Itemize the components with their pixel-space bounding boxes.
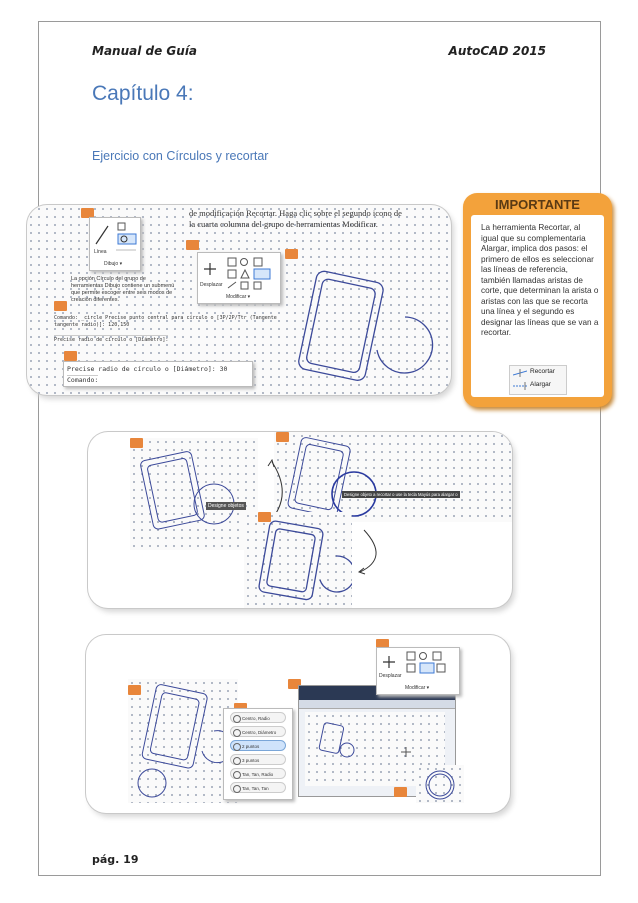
circle-menu-item[interactable]	[230, 768, 286, 779]
drawing-step-13	[416, 765, 464, 803]
panel2-viewport-right	[274, 432, 512, 522]
command-big-2: Comando:	[67, 376, 99, 384]
circle-mode-icon	[233, 771, 241, 779]
extend-icon	[513, 382, 527, 390]
step-badge-6	[130, 438, 143, 448]
circle-menu-item[interactable]	[230, 726, 286, 737]
autocad-ribbon-tools	[299, 700, 455, 709]
command-big-1: Precise radio de círculo o [Diámetro]: 30	[67, 365, 228, 373]
circle-mode-icon	[233, 715, 241, 723]
circle-mode-icon	[233, 729, 241, 737]
panel3-modificar-toolbar	[376, 647, 460, 695]
trim-icon	[513, 369, 527, 377]
circle-menu-item[interactable]	[230, 754, 286, 765]
panel3-modificar-label: Modificar ▾	[405, 685, 430, 691]
circle-menu-label: Centro, Diámetro	[242, 730, 277, 735]
tooltip-designe-recortar: Designe objeto a recortar o use la tecla Mayús para alargar o	[344, 492, 458, 497]
panel3-desplazar-label: Desplazar	[379, 673, 402, 679]
drawing-step-8	[244, 512, 352, 608]
circle-mode-icon	[233, 757, 241, 765]
step-badge-9	[128, 685, 141, 695]
tooltip-designe-objetos: Designe objetos	[208, 503, 244, 509]
circle-submenu	[223, 708, 293, 800]
important-content	[471, 215, 604, 397]
step-badge-13	[394, 787, 407, 797]
recortar-label: Recortar	[530, 368, 555, 375]
circle-menu-item[interactable]	[230, 712, 286, 723]
command-line-1: Comando: _circle Precise punto central para círculo o [3P/2P/Ttr (Tangente	[54, 315, 277, 321]
step-badge-8	[258, 512, 271, 522]
screenshot-panel-3	[86, 635, 510, 813]
panel1-top-text-2: la cuarta columna del grupo de herramientas Modificar.	[189, 219, 378, 229]
header-right: AutoCAD 2015	[448, 44, 546, 58]
chapter-title: Capítulo 4:	[92, 82, 194, 105]
dibujo-label: Dibujo ▾	[104, 261, 123, 267]
drawing-step-9	[128, 679, 238, 803]
screenshot-panel-2	[88, 432, 512, 608]
panel3-viewport-right	[416, 765, 464, 803]
modificar-toolbar-snip	[197, 252, 281, 304]
recortar-alargar-buttons	[509, 365, 567, 395]
important-text: La herramienta Recortar, al igual que su complementaria Alargar, implica dos pasos: el primero de ellos es seleccionar las líneas de referencia, también llamadas aristas de corte, que determinan la arista o aristas con las que se recorta una línea y el segundo es designar las líneas que se van a recortar.	[481, 223, 599, 337]
circle-menu-item[interactable]	[230, 740, 286, 751]
panel1-note-3: que permite escoger entre seis modos de	[71, 290, 173, 296]
linea-label: Línea	[94, 249, 107, 255]
header-left: Manual de Guía	[92, 44, 198, 58]
panel2-viewport-bottom	[244, 512, 352, 608]
panel3-viewport-left	[128, 679, 238, 803]
exercise-title: Ejercicio con Círculos y recortar	[92, 149, 269, 163]
panel1-note-2: herramientas Dibujo contiene un submenú	[71, 283, 175, 289]
step-badge-3	[64, 351, 77, 361]
screenshot-panel-1	[27, 205, 451, 395]
circle-menu-item[interactable]	[230, 782, 286, 793]
circle-menu-label: Tan, Tan, Radio	[242, 772, 274, 777]
step-badge-7	[276, 432, 289, 442]
desplazar-label: Desplazar	[200, 282, 223, 288]
drawing-step-7	[274, 432, 512, 522]
command-line-snip	[63, 361, 253, 387]
circle-menu-label: Centro, Radio	[242, 716, 270, 721]
step-badge-2	[54, 301, 67, 311]
command-line-2: tangente radio)]: 120,150	[54, 322, 130, 328]
panel1-top-text-1: de modificación Recortar. Haga clic sobre el segundo icono de	[189, 208, 402, 218]
page-number: pág. 19	[92, 853, 139, 866]
important-box	[463, 193, 612, 407]
circle-menu-label: Tan, Tan, Tan	[242, 786, 269, 791]
drawing-rectangle-circle	[277, 255, 447, 395]
alargar-label: Alargar	[530, 381, 551, 388]
circle-menu-label: 3 puntos	[242, 758, 260, 763]
important-title: IMPORTANTE	[495, 197, 580, 212]
circle-mode-icon	[233, 785, 241, 793]
dibujo-toolbar-snip	[89, 217, 141, 271]
panel1-note-1: La opción Círculo del grupo de	[71, 276, 146, 282]
step-badge-4	[186, 240, 199, 250]
command-line-3: Precise radio de círculo o [Diámetro]:	[54, 337, 169, 343]
modificar-label: Modificar ▾	[226, 294, 251, 300]
arrow-curve-2	[350, 528, 390, 578]
panel1-note-4: creación diferentes.	[71, 297, 119, 303]
circle-mode-icon	[233, 743, 241, 751]
circle-menu-label: 2 puntos	[242, 744, 260, 749]
